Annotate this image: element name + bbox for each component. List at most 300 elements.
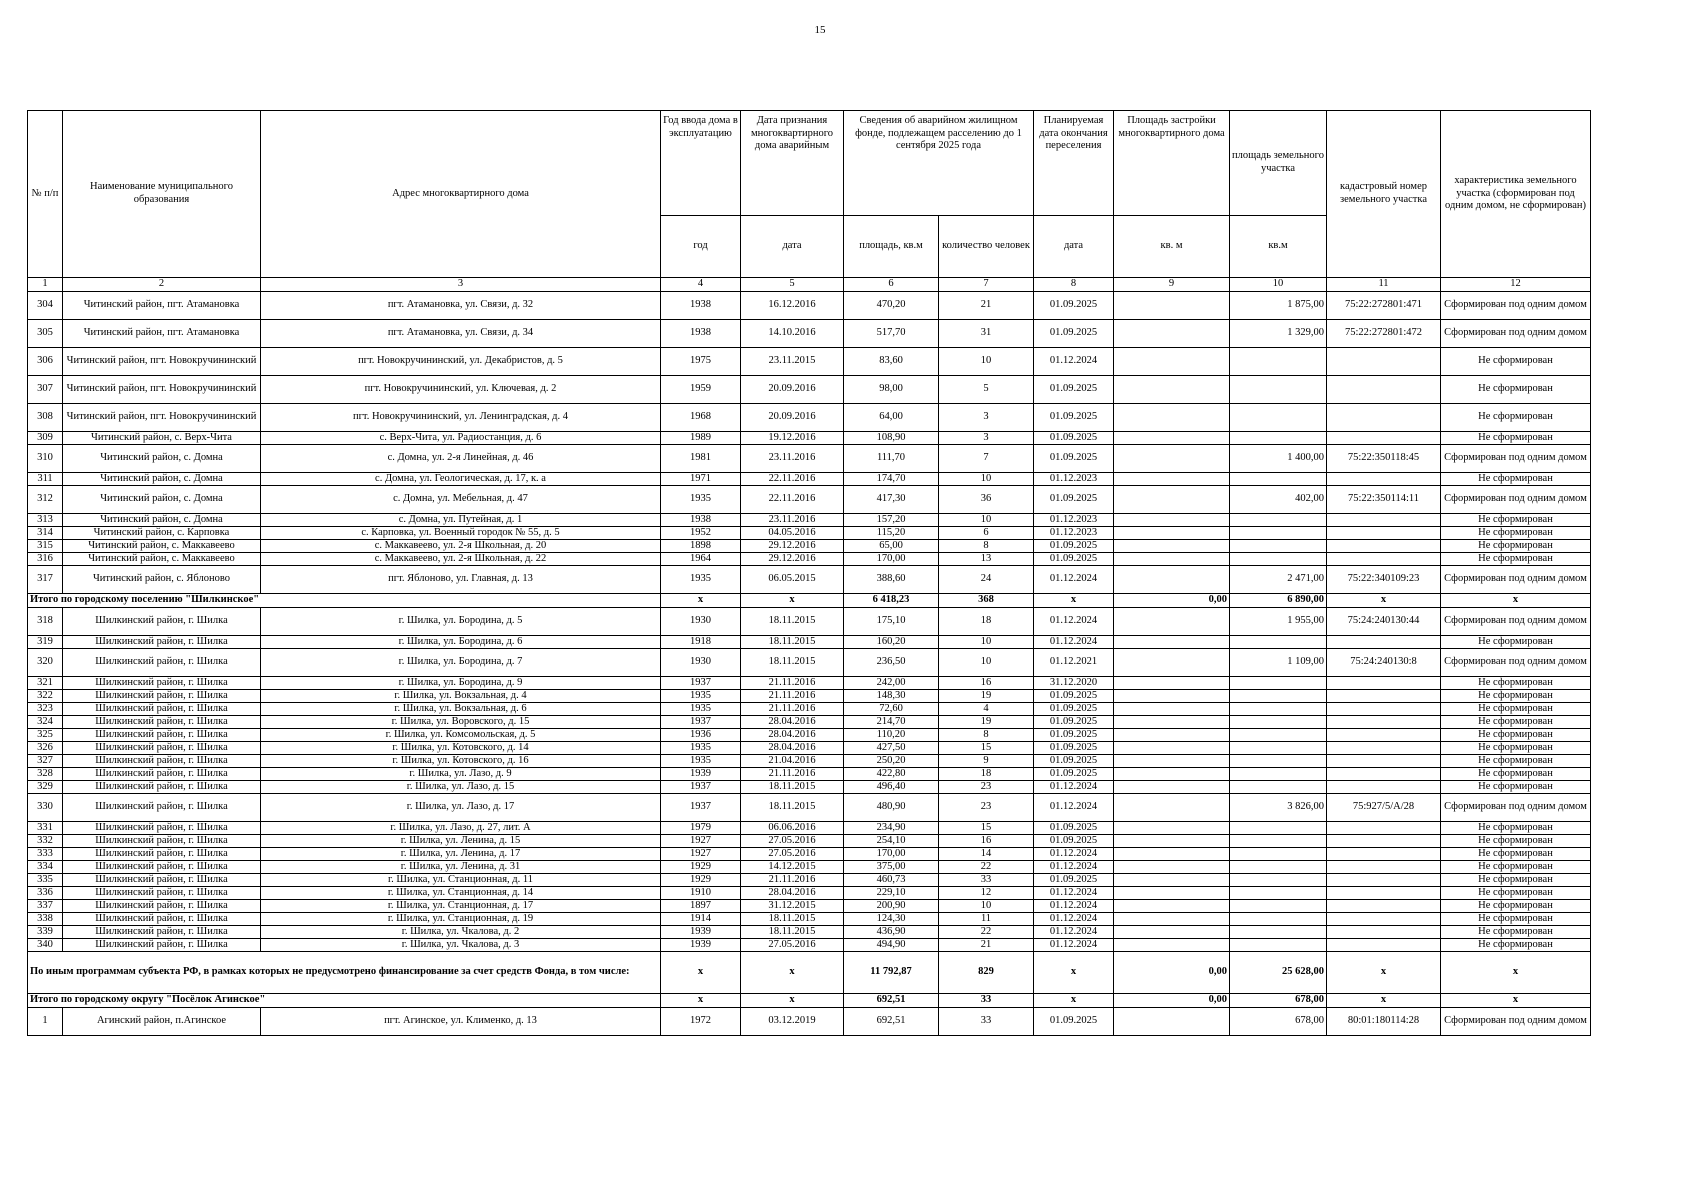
land-characteristic-cell: Сформирован под одним домом (1441, 648, 1591, 676)
emergency-date-cell: 22.11.2016 (741, 472, 844, 485)
address-cell: пгт. Новокручининский, ул. Декабристов, д. 5 (261, 347, 661, 375)
land-characteristic-cell: Сформирован под одним домом (1441, 565, 1591, 593)
municipality-cell: Шилкинский район, г. Шилка (63, 702, 261, 715)
table-row (28, 886, 1591, 899)
row-number: 325 (28, 728, 63, 741)
built-area-cell (1114, 847, 1230, 860)
year-cell: 1935 (661, 689, 741, 702)
area-cell: 148,30 (844, 689, 939, 702)
municipality-cell: Читинский район, пгт. Атамановка (63, 291, 261, 319)
land-characteristic-cell: Не сформирован (1441, 873, 1591, 886)
table-row (28, 728, 1591, 741)
address-cell: с. Маккавеево, ул. 2-я Школьная, д. 20 (261, 539, 661, 552)
land-area-cell: 402,00 (1230, 485, 1327, 513)
emergency-date-cell: 28.04.2016 (741, 886, 844, 899)
column-number: 10 (1230, 278, 1327, 292)
land-characteristic-cell: Не сформирован (1441, 526, 1591, 539)
emergency-date-cell: 29.12.2016 (741, 552, 844, 565)
emergency-date-cell: 14.12.2015 (741, 860, 844, 873)
year-cell: 1989 (661, 431, 741, 444)
address-cell: г. Шилка, ул. Станционная, д. 19 (261, 912, 661, 925)
cadastral-cell: 75:22:350114:11 (1327, 485, 1441, 513)
address-cell: г. Шилка, ул. Лазо, д. 15 (261, 780, 661, 793)
area-cell: 170,00 (844, 847, 939, 860)
year-cell: 1975 (661, 347, 741, 375)
header-planned-end: Планируемая дата окончания переселения (1034, 111, 1114, 216)
built-area-cell (1114, 319, 1230, 347)
land-characteristic-cell: Не сформирован (1441, 925, 1591, 938)
table-row (28, 793, 1591, 821)
land-area-cell (1230, 754, 1327, 767)
land-characteristic-cell: Не сформирован (1441, 754, 1591, 767)
area-cell: 494,90 (844, 938, 939, 951)
cadastral-cell (1327, 539, 1441, 552)
table-row (28, 912, 1591, 925)
year-cell: 1937 (661, 793, 741, 821)
cadastral-cell: 75:22:350118:45 (1327, 444, 1441, 472)
planned-end-cell: 01.12.2024 (1034, 886, 1114, 899)
table-row (28, 741, 1591, 754)
area-cell: 175,10 (844, 607, 939, 635)
planned-end-cell: 01.09.2025 (1034, 689, 1114, 702)
table-row (28, 347, 1591, 375)
municipality-cell: Шилкинский район, г. Шилка (63, 793, 261, 821)
emergency-date-cell: 03.12.2019 (741, 1007, 844, 1035)
area-cell: 229,10 (844, 886, 939, 899)
row-number: 308 (28, 403, 63, 431)
row-number: 322 (28, 689, 63, 702)
municipality-cell: Читинский район, с. Домна (63, 444, 261, 472)
row-number: 320 (28, 648, 63, 676)
built-area-cell (1114, 635, 1230, 648)
emergency-date-cell: 28.04.2016 (741, 741, 844, 754)
planned-end-cell: 01.09.2025 (1034, 375, 1114, 403)
year-cell: 1929 (661, 860, 741, 873)
land-characteristic-cell: Не сформирован (1441, 347, 1591, 375)
built-area-cell (1114, 513, 1230, 526)
land-area-cell: 25 628,00 (1230, 951, 1327, 993)
people-cell: 21 (939, 291, 1034, 319)
planned-end-cell: 01.09.2025 (1034, 821, 1114, 834)
planned-end-cell: 01.12.2021 (1034, 648, 1114, 676)
emergency-date-cell: 21.11.2016 (741, 767, 844, 780)
cadastral-cell (1327, 912, 1441, 925)
built-area-cell (1114, 444, 1230, 472)
table-row (28, 648, 1591, 676)
planned-end-cell: x (1034, 993, 1114, 1007)
column-number: 9 (1114, 278, 1230, 292)
area-cell: 496,40 (844, 780, 939, 793)
year-cell: 1979 (661, 821, 741, 834)
area-cell: 124,30 (844, 912, 939, 925)
emergency-date-cell: 20.09.2016 (741, 375, 844, 403)
land-characteristic-cell: Не сформирован (1441, 472, 1591, 485)
municipality-cell: Шилкинский район, г. Шилка (63, 635, 261, 648)
table-row (28, 539, 1591, 552)
built-area-cell (1114, 347, 1230, 375)
people-cell: 24 (939, 565, 1034, 593)
cadastral-cell (1327, 702, 1441, 715)
area-cell: 242,00 (844, 676, 939, 689)
year-cell: 1927 (661, 847, 741, 860)
address-cell: пгт. Яблоново, ул. Главная, д. 13 (261, 565, 661, 593)
emergency-date-cell: 21.11.2016 (741, 702, 844, 715)
address-cell: г. Шилка, ул. Комсомольская, д. 5 (261, 728, 661, 741)
cadastral-cell (1327, 347, 1441, 375)
land-characteristic-cell: Не сформирован (1441, 702, 1591, 715)
area-cell: 422,80 (844, 767, 939, 780)
land-area-cell: 6 890,00 (1230, 593, 1327, 607)
land-area-cell (1230, 702, 1327, 715)
address-cell: г. Шилка, ул. Котовского, д. 14 (261, 741, 661, 754)
row-number: 1 (28, 1007, 63, 1035)
cadastral-cell (1327, 403, 1441, 431)
cadastral-cell (1327, 860, 1441, 873)
subheader-end-date: дата (1034, 216, 1114, 278)
planned-end-cell: 01.12.2023 (1034, 513, 1114, 526)
emergency-date-cell: 04.05.2016 (741, 526, 844, 539)
people-cell: 18 (939, 607, 1034, 635)
built-area-cell (1114, 899, 1230, 912)
table-row (28, 291, 1591, 319)
people-cell: 11 (939, 912, 1034, 925)
people-cell: 19 (939, 689, 1034, 702)
cadastral-cell (1327, 526, 1441, 539)
year-cell: 1918 (661, 635, 741, 648)
area-cell: 157,20 (844, 513, 939, 526)
land-area-cell (1230, 552, 1327, 565)
area-cell: 254,10 (844, 834, 939, 847)
header-cadastral: кадастровый номер земельного участка (1327, 111, 1441, 278)
table-row (28, 767, 1591, 780)
emergency-date-cell: 18.11.2015 (741, 635, 844, 648)
land-characteristic-cell: Не сформирован (1441, 513, 1591, 526)
planned-end-cell: 01.09.2025 (1034, 444, 1114, 472)
planned-end-cell: 01.09.2025 (1034, 728, 1114, 741)
year-cell: 1981 (661, 444, 741, 472)
row-number: 318 (28, 607, 63, 635)
address-cell: пгт. Атамановка, ул. Связи, д. 32 (261, 291, 661, 319)
cadastral-cell: 75:927/5/А/28 (1327, 793, 1441, 821)
cadastral-cell: 75:22:340109:23 (1327, 565, 1441, 593)
municipality-cell: Шилкинский район, г. Шилка (63, 648, 261, 676)
planned-end-cell: x (1034, 593, 1114, 607)
row-number: 326 (28, 741, 63, 754)
address-cell: пгт. Новокручининский, ул. Ленинградская, д. 4 (261, 403, 661, 431)
emergency-date-cell: 06.06.2016 (741, 821, 844, 834)
emergency-date-cell: 14.10.2016 (741, 319, 844, 347)
municipality-cell: Шилкинский район, г. Шилка (63, 925, 261, 938)
emergency-date-cell: 18.11.2015 (741, 648, 844, 676)
land-area-cell (1230, 873, 1327, 886)
header-municipality: Наименование муниципального образования (63, 111, 261, 278)
subtotal-label: По иным программам субъекта РФ, в рамках которых не предусмотрено финансирование за счет средств Фонда, в том числе: (28, 951, 661, 993)
emergency-date-cell: 06.05.2015 (741, 565, 844, 593)
row-number: 311 (28, 472, 63, 485)
cadastral-cell (1327, 834, 1441, 847)
area-cell: 115,20 (844, 526, 939, 539)
people-cell: 33 (939, 1007, 1034, 1035)
built-area-cell (1114, 539, 1230, 552)
people-cell: 12 (939, 886, 1034, 899)
planned-end-cell: 01.09.2025 (1034, 1007, 1114, 1035)
land-area-cell (1230, 635, 1327, 648)
land-area-cell (1230, 472, 1327, 485)
table-row (28, 938, 1591, 951)
area-cell: 234,90 (844, 821, 939, 834)
address-cell: с. Домна, ул. Путейная, д. 1 (261, 513, 661, 526)
municipality-cell: Шилкинский район, г. Шилка (63, 754, 261, 767)
people-cell: 8 (939, 539, 1034, 552)
people-cell: 3 (939, 403, 1034, 431)
emergency-date-cell: 21.11.2016 (741, 873, 844, 886)
row-number: 324 (28, 715, 63, 728)
built-area-cell (1114, 793, 1230, 821)
column-number: 5 (741, 278, 844, 292)
year-cell: 1972 (661, 1007, 741, 1035)
built-area-cell (1114, 1007, 1230, 1035)
land-characteristic-cell: Не сформирован (1441, 912, 1591, 925)
area-cell: 6 418,23 (844, 593, 939, 607)
table-row (28, 472, 1591, 485)
land-characteristic-cell: Сформирован под одним домом (1441, 319, 1591, 347)
municipality-cell: Агинский район, п.Агинское (63, 1007, 261, 1035)
address-cell: г. Шилка, ул. Чкалова, д. 2 (261, 925, 661, 938)
year-cell: 1968 (661, 403, 741, 431)
people-cell: 13 (939, 552, 1034, 565)
year-cell: 1938 (661, 319, 741, 347)
area-cell: 375,00 (844, 860, 939, 873)
planned-end-cell: 01.09.2025 (1034, 715, 1114, 728)
emergency-date-cell: 21.11.2016 (741, 676, 844, 689)
emergency-date-cell: 16.12.2016 (741, 291, 844, 319)
emergency-date-cell: x (741, 951, 844, 993)
row-number: 317 (28, 565, 63, 593)
built-area-cell (1114, 431, 1230, 444)
land-area-cell (1230, 676, 1327, 689)
row-number: 329 (28, 780, 63, 793)
land-characteristic-cell: Не сформирован (1441, 834, 1591, 847)
people-cell: 7 (939, 444, 1034, 472)
people-cell: 33 (939, 993, 1034, 1007)
land-characteristic-cell: x (1441, 951, 1591, 993)
land-characteristic-cell: x (1441, 993, 1591, 1007)
table-body (28, 291, 1591, 1035)
address-cell: г. Шилка, ул. Ленина, д. 17 (261, 847, 661, 860)
emergency-date-cell: 23.11.2016 (741, 444, 844, 472)
municipality-cell: Шилкинский район, г. Шилка (63, 741, 261, 754)
planned-end-cell: x (1034, 951, 1114, 993)
subheader-date: дата (741, 216, 844, 278)
cadastral-cell (1327, 899, 1441, 912)
people-cell: 33 (939, 873, 1034, 886)
people-cell: 14 (939, 847, 1034, 860)
table-row (28, 925, 1591, 938)
address-cell: г. Шилка, ул. Бородина, д. 6 (261, 635, 661, 648)
municipality-cell: Шилкинский район, г. Шилка (63, 821, 261, 834)
emergency-date-cell: 27.05.2016 (741, 834, 844, 847)
row-number: 337 (28, 899, 63, 912)
address-cell: пгт. Агинское, ул. Клименко, д. 13 (261, 1007, 661, 1035)
cadastral-cell (1327, 715, 1441, 728)
land-area-cell: 2 471,00 (1230, 565, 1327, 593)
municipality-cell: Шилкинский район, г. Шилка (63, 912, 261, 925)
subheader-people: количество человек (939, 216, 1034, 278)
cadastral-cell (1327, 375, 1441, 403)
area-cell: 427,50 (844, 741, 939, 754)
header-row (28, 111, 1591, 216)
land-characteristic-cell: Не сформирован (1441, 741, 1591, 754)
header-commission-year: Год ввода дома в эксплуатацию (661, 111, 741, 216)
address-cell: г. Шилка, ул. Чкалова, д. 3 (261, 938, 661, 951)
municipality-cell: Шилкинский район, г. Шилка (63, 899, 261, 912)
cadastral-cell (1327, 754, 1441, 767)
table-row (28, 715, 1591, 728)
built-area-cell (1114, 754, 1230, 767)
header-emergency-date: Дата признания многоквартирного дома аварийным (741, 111, 844, 216)
table-row (28, 702, 1591, 715)
area-cell: 692,51 (844, 993, 939, 1007)
planned-end-cell: 01.12.2024 (1034, 899, 1114, 912)
column-number: 4 (661, 278, 741, 292)
cadastral-cell (1327, 741, 1441, 754)
table-row (28, 754, 1591, 767)
subtotal-row (28, 593, 1591, 607)
planned-end-cell: 01.09.2025 (1034, 754, 1114, 767)
emergency-date-cell: 27.05.2016 (741, 847, 844, 860)
land-characteristic-cell: Не сформирован (1441, 860, 1591, 873)
built-area-cell (1114, 676, 1230, 689)
cadastral-cell (1327, 431, 1441, 444)
municipality-cell: Шилкинский район, г. Шилка (63, 847, 261, 860)
table-row (28, 873, 1591, 886)
address-cell: с. Верх-Чита, ул. Радиостанция, д. 6 (261, 431, 661, 444)
cadastral-cell (1327, 513, 1441, 526)
people-cell: 5 (939, 375, 1034, 403)
people-cell: 31 (939, 319, 1034, 347)
subtotal-row (28, 993, 1591, 1007)
year-cell: 1971 (661, 472, 741, 485)
cadastral-cell (1327, 552, 1441, 565)
land-area-cell: 3 826,00 (1230, 793, 1327, 821)
area-cell: 170,00 (844, 552, 939, 565)
people-cell: 15 (939, 821, 1034, 834)
land-characteristic-cell: Не сформирован (1441, 899, 1591, 912)
emergency-date-cell: 20.09.2016 (741, 403, 844, 431)
area-cell: 111,70 (844, 444, 939, 472)
year-cell: 1927 (661, 834, 741, 847)
emergency-housing-table (27, 110, 1591, 1036)
emergency-date-cell: 18.11.2015 (741, 912, 844, 925)
municipality-cell: Читинский район, пгт. Новокручининский (63, 403, 261, 431)
municipality-cell: Читинский район, с. Маккавеево (63, 552, 261, 565)
header-built-area: Площадь застройки многоквартирного дома (1114, 111, 1230, 216)
municipality-cell: Читинский район, с. Домна (63, 513, 261, 526)
column-number: 8 (1034, 278, 1114, 292)
area-cell: 417,30 (844, 485, 939, 513)
cadastral-cell (1327, 676, 1441, 689)
people-cell: 22 (939, 925, 1034, 938)
built-area-cell (1114, 552, 1230, 565)
area-cell: 98,00 (844, 375, 939, 403)
municipality-cell: Читинский район, пгт. Новокручининский (63, 375, 261, 403)
built-area-cell (1114, 291, 1230, 319)
year-cell: 1935 (661, 565, 741, 593)
table-row (28, 1007, 1591, 1035)
year-cell: x (661, 993, 741, 1007)
land-characteristic-cell: Сформирован под одним домом (1441, 607, 1591, 635)
cadastral-cell (1327, 821, 1441, 834)
emergency-date-cell: 23.11.2016 (741, 513, 844, 526)
cadastral-cell (1327, 925, 1441, 938)
planned-end-cell: 01.09.2025 (1034, 319, 1114, 347)
built-area-cell (1114, 702, 1230, 715)
cadastral-cell (1327, 780, 1441, 793)
people-cell: 18 (939, 767, 1034, 780)
row-number: 338 (28, 912, 63, 925)
planned-end-cell: 01.09.2025 (1034, 767, 1114, 780)
table-row (28, 821, 1591, 834)
land-characteristic-cell: Сформирован под одним домом (1441, 485, 1591, 513)
area-cell: 470,20 (844, 291, 939, 319)
built-area-cell (1114, 834, 1230, 847)
cadastral-cell (1327, 847, 1441, 860)
land-area-cell (1230, 526, 1327, 539)
municipality-cell: Читинский район, с. Яблоново (63, 565, 261, 593)
column-number: 6 (844, 278, 939, 292)
row-number: 310 (28, 444, 63, 472)
land-area-cell (1230, 780, 1327, 793)
subtotal-label: Итого по городскому округу "Посёлок Агинское" (28, 993, 661, 1007)
column-number: 7 (939, 278, 1034, 292)
land-characteristic-cell: Сформирован под одним домом (1441, 1007, 1591, 1035)
planned-end-cell: 01.12.2024 (1034, 912, 1114, 925)
land-area-cell (1230, 375, 1327, 403)
row-number: 334 (28, 860, 63, 873)
year-cell: x (661, 593, 741, 607)
cadastral-cell (1327, 938, 1441, 951)
table-row (28, 676, 1591, 689)
table-row (28, 513, 1591, 526)
area-cell: 517,70 (844, 319, 939, 347)
municipality-cell: Шилкинский район, г. Шилка (63, 715, 261, 728)
row-number: 335 (28, 873, 63, 886)
area-cell: 214,70 (844, 715, 939, 728)
land-area-cell (1230, 767, 1327, 780)
row-number: 304 (28, 291, 63, 319)
area-cell: 83,60 (844, 347, 939, 375)
subtotal-label: Итого по городскому поселению "Шилкинское" (28, 593, 661, 607)
municipality-cell: Шилкинский район, г. Шилка (63, 834, 261, 847)
land-characteristic-cell: Не сформирован (1441, 539, 1591, 552)
row-number: 331 (28, 821, 63, 834)
emergency-date-cell: 18.11.2015 (741, 925, 844, 938)
land-characteristic-cell: Не сформирован (1441, 728, 1591, 741)
row-number: 314 (28, 526, 63, 539)
address-cell: с. Домна, ул. 2-я Линейная, д. 46 (261, 444, 661, 472)
people-cell: 10 (939, 648, 1034, 676)
planned-end-cell: 01.12.2023 (1034, 526, 1114, 539)
emergency-date-cell: 28.04.2016 (741, 728, 844, 741)
cadastral-cell: x (1327, 593, 1441, 607)
year-cell: 1935 (661, 741, 741, 754)
year-cell: 1937 (661, 676, 741, 689)
table-row (28, 375, 1591, 403)
table-row (28, 689, 1591, 702)
emergency-date-cell: 19.12.2016 (741, 431, 844, 444)
emergency-date-cell: 18.11.2015 (741, 780, 844, 793)
year-cell: 1897 (661, 899, 741, 912)
